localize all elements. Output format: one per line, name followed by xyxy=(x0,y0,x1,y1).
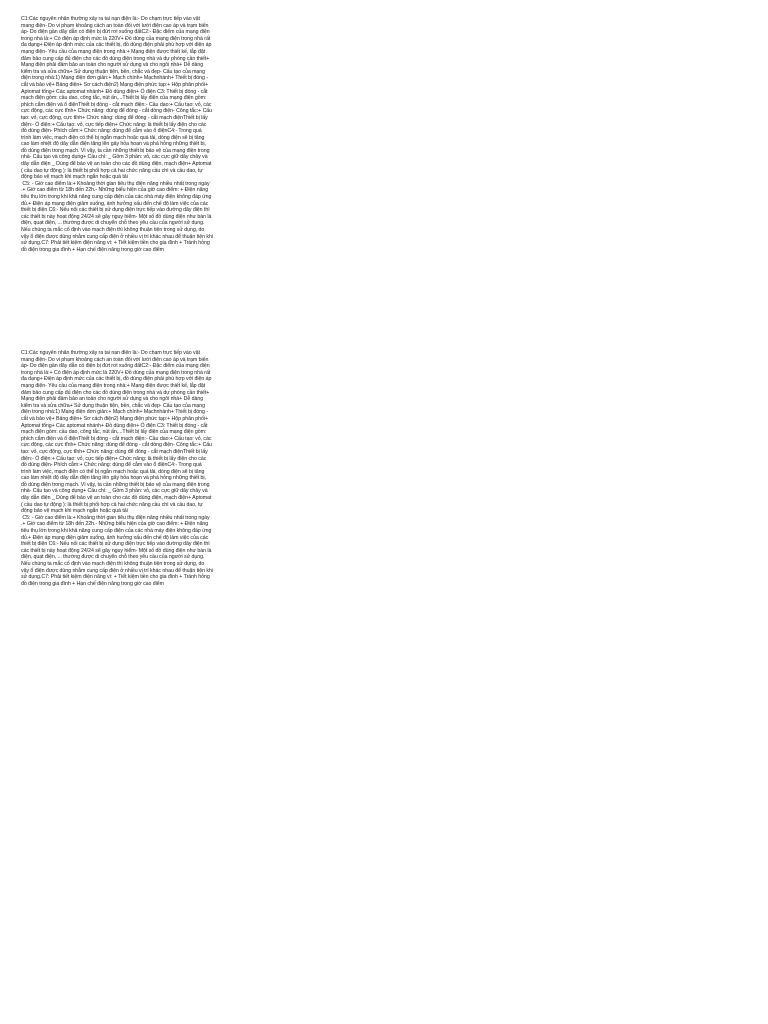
answer-text-block-2: C1:Các nguyên nhân thường xảy ra tai nạn điện là:- Do chạm trực tiếp vào vật mang điện- Do vi phạm khoảng cách an toàn đối với lưới điện cao áp và trạm biến áp- Do điện gần dây dẫn có điện bị đứt rơi xuống đấtC2:- Đặc điểm của mạng điện trong nhà là:+ Có điện áp định mức là 220V+ Đồ dùng của mạng điện trong nhà rất đa dạng+ Điện áp định mức của các thiết bị, đồ dùng điện phải phù hợp với điện áp mạng điện- Yêu cầu của mạng điện trong nhà:+ Mạng điện được thiết kế, lắp đặt đảm bảo cung cấp đủ điện cho các đồ dùng điện trong nhà và dự phòng cần thiết+ Mạng điện phải đảm bảo an toàn cho người sử dụng và cho ngôi nhà+ Dễ dàng kiểm tra và sửa chữa+ Sử dụng thuận tiện, bền, chắc và đẹp- Cấu tạo của mạng điện trong nhà:1) Mạng điện đơn giản:+ Mạch chính+ Mạchnhánh+ Thiết bị đóng - cắt và bảo vệ+ Bảng điện+ Sơ cách điện2) Mạng điện phức tạp:+ Hộp phân phối+ Aptomat tổng+ Các aptomat nhánh+ Đồ dùng điện+ Ổ điện C3: Thiết bị đóng - cắt mạch điện gồm: cầu dao, công tắc, nút ấn,...Thiết bị lấy điện của mạng điện gồm: phích cắm điện và ổ điệnThiết bị đóng - cắt mạch điện:- Cầu dao:+ Cấu tạo: vỏ, các cực động, các cực tĩnh+ Chức năng: dùng để đóng - cắt dòng điện- Công tắc:+ Cấu tạo: vỏ, cực động, cực tĩnh+ Chức năng: dùng để đóng - cắt mạch điệnThiết bị lấy điện:- Ổ điện:+ Cấu tạo: vỏ, cực tiếp điện+ Chức năng: là thiết bị lấy điện cho các đồ dùng điện- Phích cắm:+ Chức năng: dùng để cắm vào ổ điệnC4:- Trong quá trình làm việc, mạch điện có thể bị ngắn mạch hoặc quá tải, dòng điện sẽ bị tăng cao làm nhiệt độ dây dẫn điện tăng lên gây hỏa hoạn và phá hỏng những thiết bị, đồ dùng điện trong mạch. Vì vậy, ta cần những thiết bị bảo vệ của mạng điện trong nhà- Cấu tạo và công dụng+ Cầu chì: _ Gồm 3 phần: vỏ, các cực giữ dây chảy và dây dẫn điện _ Dùng để bảo vệ an toàn cho các đồ dùng điện, mạch điện+ Aptomat ( cầu dao tự động ): là thiết bị phối hợp cả hai chức năng cầu chì và cầu dao, tự động bảo vệ mạch khi mạch ngắn hoặc quá tải C5: - Giờ cao điểm là:+ Khoảng thời gian tiêu thụ điện năng nhiều nhất trong ngày .+ Giờ cao điểm từ 18h đến 22h.- Những biểu hiện của giờ cao điểm: + Điện năng tiêu thụ lớn trong khi khả năng cung cấp điện của các nhà máy điện không đáp ứng đủ.+ Điện áp mạng điện giảm xuống, ảnh hưởng xấu đến chế độ làm việc của các thiết bị điện C6:- Nếu nối các thiết bị sử dụng điện trực tiếp vào đường dây điện thì các thiết bị này hoạt động 24/24 sẽ gây nguy hiểm- Một số đồ dùng điện như bàn là điện, quạt điện, ... thường được di chuyển chỗ theo yêu cầu của người sử dụng. Nếu chúng ta mắc cố định vào mạch điện thì không thuận tiện trong sử dụng, do vậy ổ điện được dùng nhằm cung cấp điện ở nhiều vị trí khác nhau để thuận tiện khi sử dụng.C7: Phải tiết kiệm điện năng vì: + Tiết kiệm tiền cho gia đình + Tránh hỏng đồ điện trong gia đình + Hạn chế điện năng trong giờ cao điểm xyxy=(21,350,213,587)
answer-text-block-1: C1:Các nguyên nhân thường xảy ra tai nạn điện là:- Do chạm trực tiếp vào vật mang điện- Do vi phạm khoảng cách an toàn đối với lưới điện cao áp và trạm biến áp- Do điện gần dây dẫn có điện bị đứt rơi xuống đấtC2:- Đặc điểm của mạng điện trong nhà là:+ Có điện áp định mức là 220V+ Đồ dùng của mạng điện trong nhà rất đa dạng+ Điện áp định mức của các thiết bị, đồ dùng điện phải phù hợp với điện áp mạng điện- Yêu cầu của mạng điện trong nhà:+ Mạng điện được thiết kế, lắp đặt đảm bảo cung cấp đủ điện cho các đồ dùng điện trong nhà và dự phòng cần thiết+ Mạng điện phải đảm bảo an toàn cho người sử dụng và cho ngôi nhà+ Dễ dàng kiểm tra và sửa chữa+ Sử dụng thuận tiện, bền, chắc và đẹp- Cấu tạo của mạng điện trong nhà:1) Mạng điện đơn giản:+ Mạch chính+ Mạchnhánh+ Thiết bị đóng - cắt và bảo vệ+ Bảng điện+ Sơ cách điện2) Mạng điện phức tạp:+ Hộp phân phối+ Aptomat tổng+ Các aptomat nhánh+ Đồ dùng điện+ Ổ điện C3: Thiết bị đóng - cắt mạch điện gồm: cầu dao, công tắc, nút ấn,...Thiết bị lấy điện của mạng điện gồm: phích cắm điện và ổ điệnThiết bị đóng - cắt mạch điện:- Cầu dao:+ Cấu tạo: vỏ, các cực động, các cực tĩnh+ Chức năng: dùng để đóng - cắt dòng điện- Công tắc:+ Cấu tạo: vỏ, cực động, cực tĩnh+ Chức năng: dùng để đóng - cắt mạch điệnThiết bị lấy điện:- Ổ điện:+ Cấu tạo: vỏ, cực tiếp điện+ Chức năng: là thiết bị lấy điện cho các đồ dùng điện- Phích cắm:+ Chức năng: dùng để cắm vào ổ điệnC4:- Trong quá trình làm việc, mạch điện có thể bị ngắn mạch hoặc quá tải, dòng điện sẽ bị tăng cao làm nhiệt độ dây dẫn điện tăng lên gây hỏa hoạn và phá hỏng những thiết bị, đồ dùng điện trong mạch. Vì vậy, ta cần những thiết bị bảo vệ của mạng điện trong nhà- Cấu tạo và công dụng+ Cầu chì: _ Gồm 3 phần: vỏ, các cực giữ dây chảy và dây dẫn điện _ Dùng để bảo vệ an toàn cho các đồ dùng điện, mạch điện+ Aptomat ( cầu dao tự động ): là thiết bị phối hợp cả hai chức năng cầu chì và cầu dao, tự động bảo vệ mạch khi mạch ngắn hoặc quá tải C5: - Giờ cao điểm là:+ Khoảng thời gian tiêu thụ điện năng nhiều nhất trong ngày .+ Giờ cao điểm từ 18h đến 22h.- Những biểu hiện của giờ cao điểm: + Điện năng tiêu thụ lớn trong khi khả năng cung cấp điện của các nhà máy điện không đáp ứng đủ.+ Điện áp mạng điện giảm xuống, ảnh hưởng xấu đến chế độ làm việc của các thiết bị điện C6:- Nếu nối các thiết bị sử dụng điện trực tiếp vào đường dây điện thì các thiết bị này hoạt động 24/24 sẽ gây nguy hiểm- Một số đồ dùng điện như bàn là điện, quạt điện, ... thường được di chuyển chỗ theo yêu cầu của người sử dụng. Nếu chúng ta mắc cố định vào mạch điện thì không thuận tiện trong sử dụng, do vậy ổ điện được dùng nhằm cung cấp điện ở nhiều vị trí khác nhau để thuận tiện khi sử dụng.C7: Phải tiết kiệm điện năng vì: + Tiết kiệm tiền cho gia đình + Tránh hỏng đồ điện trong gia đình + Hạn chế điện năng trong giờ cao điểm xyxy=(21,16,213,253)
